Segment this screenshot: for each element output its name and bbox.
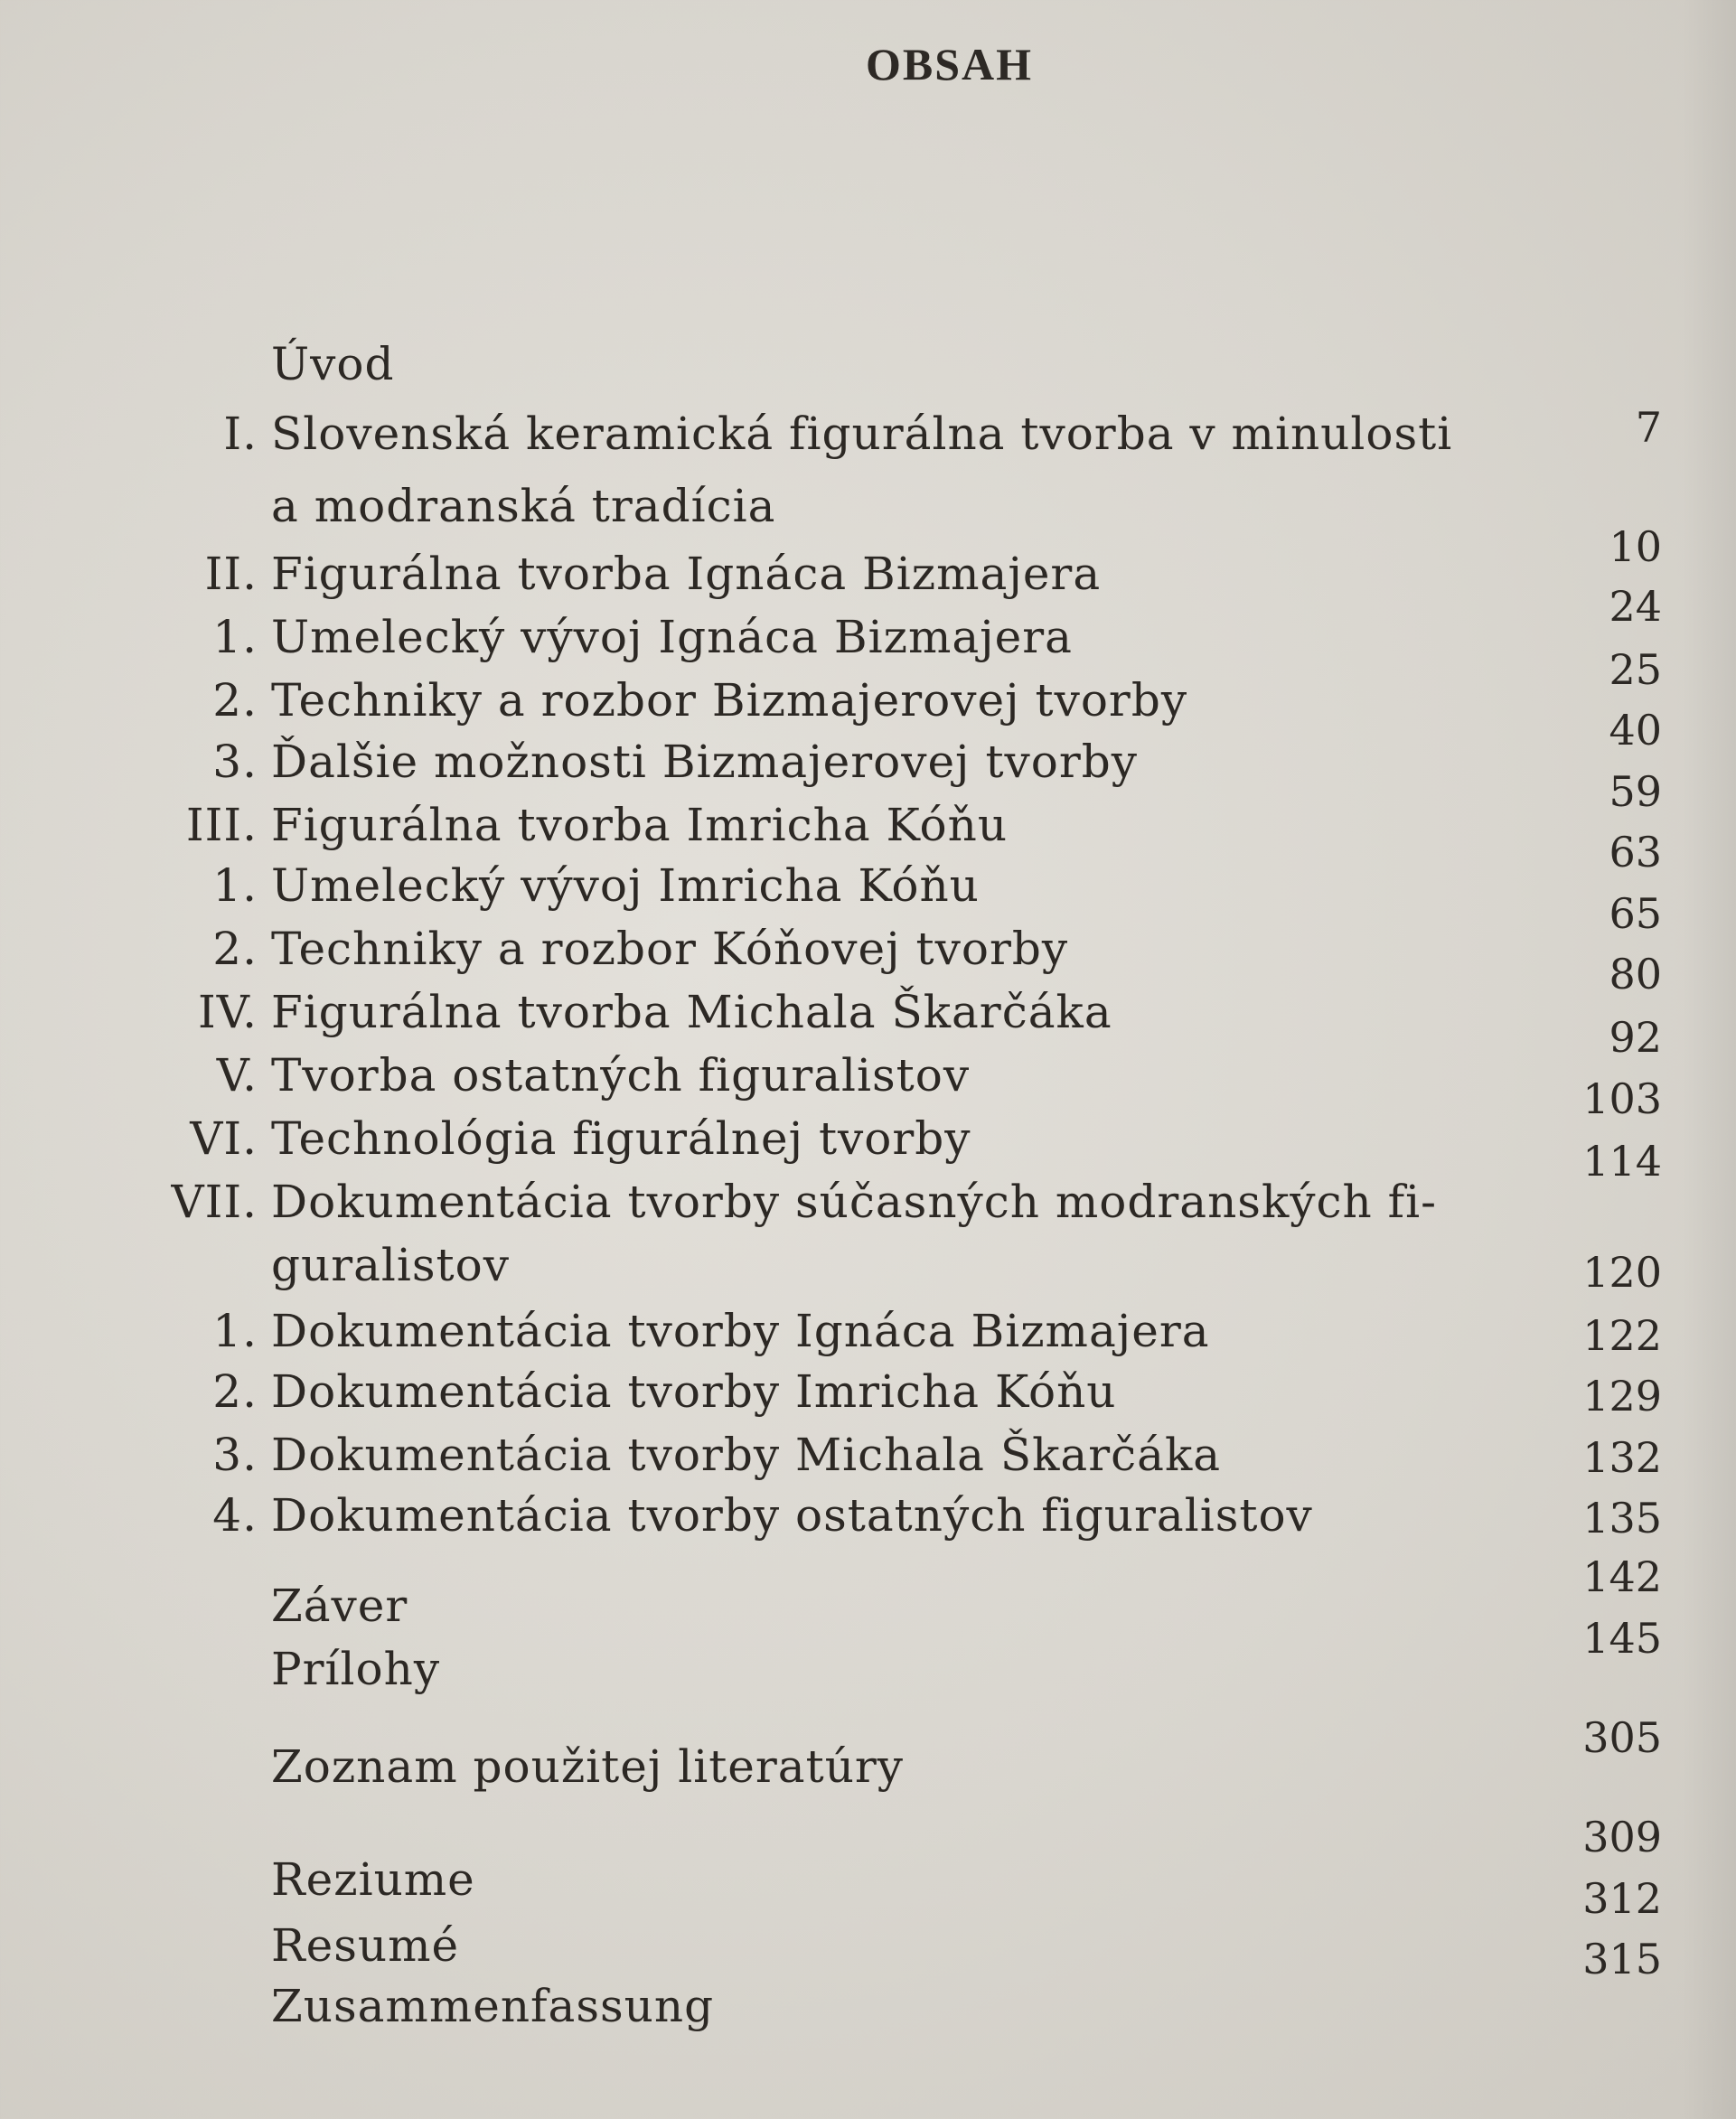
toc-page-number: 122 — [1582, 1311, 1662, 1360]
toc-page-number: 120 — [1582, 1248, 1662, 1297]
toc-entry-marker: 2. — [212, 923, 258, 975]
toc-entry-marker: 2. — [212, 1365, 258, 1418]
toc-entry-title: Techniky a rozbor Kóňovej tvorby — [271, 923, 1069, 975]
page-title: OBSAH — [865, 39, 1034, 89]
toc-entry-title: Tvorba ostatných figuralistov — [271, 1049, 971, 1102]
toc-entry-marker: 2. — [212, 674, 258, 727]
toc-page-number: 10 — [1609, 522, 1662, 571]
toc-page-number: 103 — [1582, 1074, 1662, 1123]
toc-entry-title: Dokumentácia tvorby ostatných figuralistov — [271, 1489, 1313, 1542]
toc-entry-title: Prílohy — [271, 1643, 441, 1695]
toc-entry-marker: 1. — [212, 611, 258, 663]
toc-entry-title: Zusammenfassung — [271, 1980, 715, 2032]
toc-entry-marker: 3. — [212, 1429, 258, 1481]
toc-page-number: 25 — [1609, 645, 1662, 694]
toc-entry-marker: 1. — [212, 859, 258, 912]
toc-entry-title: Resumé — [271, 1919, 460, 1972]
toc-entry-title: Dokumentácia tvorby Imricha Kóňu — [271, 1365, 1117, 1418]
toc-page-number: 305 — [1582, 1713, 1662, 1762]
toc-page-number: 135 — [1582, 1494, 1662, 1542]
toc-page-number: 80 — [1609, 950, 1662, 999]
toc-entry-title: Dokumentácia tvorby Michala Škarčáka — [271, 1429, 1222, 1481]
toc-page-number: 24 — [1609, 582, 1662, 631]
toc-page-number: 312 — [1582, 1874, 1662, 1923]
toc-page-number: 142 — [1582, 1552, 1662, 1601]
toc-entry-marker: VII. — [171, 1176, 258, 1228]
toc-entry-marker: VI. — [190, 1112, 258, 1165]
toc-entry-title: Úvod — [271, 338, 395, 390]
toc-entry-marker: IV. — [197, 986, 258, 1038]
toc-entry-marker: II. — [204, 548, 258, 600]
toc-entry-marker: V. — [216, 1049, 258, 1102]
toc-page-number: 65 — [1609, 889, 1662, 938]
toc-entry-title: Dokumentácia tvorby Ignáca Bizmajera — [271, 1305, 1210, 1357]
toc-page-number: 7 — [1635, 403, 1662, 452]
toc-entry-title: Ďalšie možnosti Bizmajerovej tvorby — [271, 736, 1139, 788]
toc-entry-marker: 1. — [212, 1305, 258, 1357]
toc-entry-title: Záver — [271, 1580, 408, 1632]
toc-page-number: 59 — [1609, 767, 1662, 816]
toc-entry-marker: III. — [185, 799, 258, 851]
toc-entry-title: Techniky a rozbor Bizmajerovej tvorby — [271, 674, 1188, 727]
toc-page-number: 132 — [1582, 1433, 1662, 1482]
toc-page-number: 40 — [1609, 706, 1662, 755]
toc-entry-title: Figurálna tvorba Imricha Kóňu — [271, 799, 1009, 851]
toc-page-number: 92 — [1609, 1013, 1662, 1062]
toc-page-number: 145 — [1582, 1614, 1662, 1663]
toc-entry-marker: 3. — [212, 736, 258, 788]
toc-entry-title: Umelecký vývoj Ignáca Bizmajera — [271, 611, 1073, 663]
toc-entry-title: Technológia figurálnej tvorby — [271, 1112, 971, 1165]
toc-entry-title: Figurálna tvorba Michala Škarčáka — [271, 986, 1112, 1038]
toc-entry-title: Dokumentácia tvorby súčasných modranských fi- — [271, 1176, 1437, 1228]
toc-entry-marker: I. — [223, 408, 258, 460]
toc-entry-title: a modranská tradícia — [271, 480, 776, 532]
toc-entry-title: Reziume — [271, 1853, 475, 1906]
toc-entry-title: Zoznam použitej literatúry — [271, 1740, 905, 1793]
page-shadow — [1682, 0, 1736, 2119]
toc-entry-title: Umelecký vývoj Imricha Kóňu — [271, 859, 980, 912]
toc-entry-marker: 4. — [212, 1489, 258, 1542]
toc-page-number: 63 — [1609, 828, 1662, 877]
toc-entry-title: guralistov — [271, 1239, 511, 1291]
toc-entry-title: Figurálna tvorba Ignáca Bizmajera — [271, 548, 1102, 600]
toc-page-number: 309 — [1582, 1813, 1662, 1861]
toc-page-number: 114 — [1582, 1137, 1662, 1186]
toc-entry-title: Slovenská keramická figurálna tvorba v minulosti — [271, 408, 1453, 460]
toc-page-number: 129 — [1582, 1372, 1662, 1420]
toc-page-number: 315 — [1582, 1935, 1662, 1983]
